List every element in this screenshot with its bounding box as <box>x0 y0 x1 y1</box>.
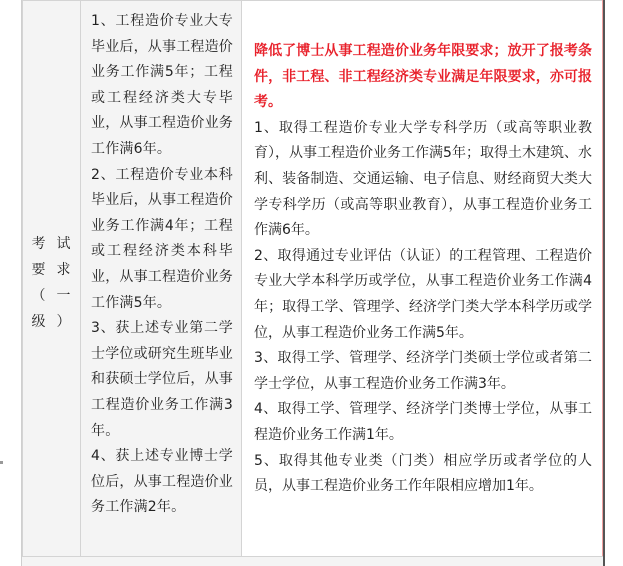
old-requirement-2: 2、工程造价专业本科毕业后，从事工程造价业务工作满4年；工程或工程经济类本科毕业，从事工程造价业务工作满5年。 <box>91 166 233 311</box>
row-label: 考试要求（一级） <box>31 236 72 330</box>
new-requirement-5: 5、取得其他专业类（门类）相应学历或者学位的人员，从事工程造价业务工作年限相应增加1年。 <box>254 452 592 495</box>
row-label-cell <box>23 1 81 566</box>
exam-requirements-table <box>22 0 603 566</box>
new-requirements <box>242 1 602 500</box>
right-page-rule <box>603 0 605 566</box>
old-requirements-cell <box>81 1 242 566</box>
new-requirement-2: 2、取得通过专业评估（认证）的工程管理、工程造价专业大学本科学历或学位，从事工程造价业务工作满4年；取得工学、管理学、经济学门类大学本科学历或学位，从事工程造价业务工作满5年。 <box>254 247 592 341</box>
new-requirement-3: 3、取得工学、管理学、经济学门类硕士学位或者第二学士学位，从事工程造价业务工作满3年。 <box>254 350 592 392</box>
left-margin-mark <box>0 461 3 464</box>
change-summary-highlight: 降低了博士从事工程造价业务年限要求；放开了报考条件，非工程、非工程经济类专业满足年限要求，亦可报考。 <box>254 43 592 111</box>
old-requirements <box>81 1 241 521</box>
old-requirement-1: 1、工程造价专业大专毕业后，从事工程造价业务工作满5年；工程或工程经济类大专毕业，从事工程造价业务工作满6年。 <box>91 13 233 157</box>
new-requirement-1: 1、取得工程造价专业大学专科学历（或高等职业教育），从事工程造价业务工作满5年；取得土木建筑、水利、装备制造、交通运输、电子信息、财经商贸大类大学专科学历（或高等职业教育），从事工程造价业务工作满6年。 <box>254 119 592 239</box>
left-page-rule <box>21 0 22 566</box>
new-requirements-cell <box>242 1 603 566</box>
old-requirement-4: 4、获上述专业博士学位后，从事工程造价业务工作满2年。 <box>91 448 233 516</box>
table-row <box>23 1 603 566</box>
new-requirement-4: 4、取得工学、管理学、经济学门类博士学位，从事工程造价业务工作满1年。 <box>254 401 592 443</box>
old-requirement-3: 3、获上述专业第二学士学位或研究生班毕业和获硕士学位后，从事工程造价业务工作满3年。 <box>91 320 233 439</box>
next-row-strip <box>22 556 603 566</box>
